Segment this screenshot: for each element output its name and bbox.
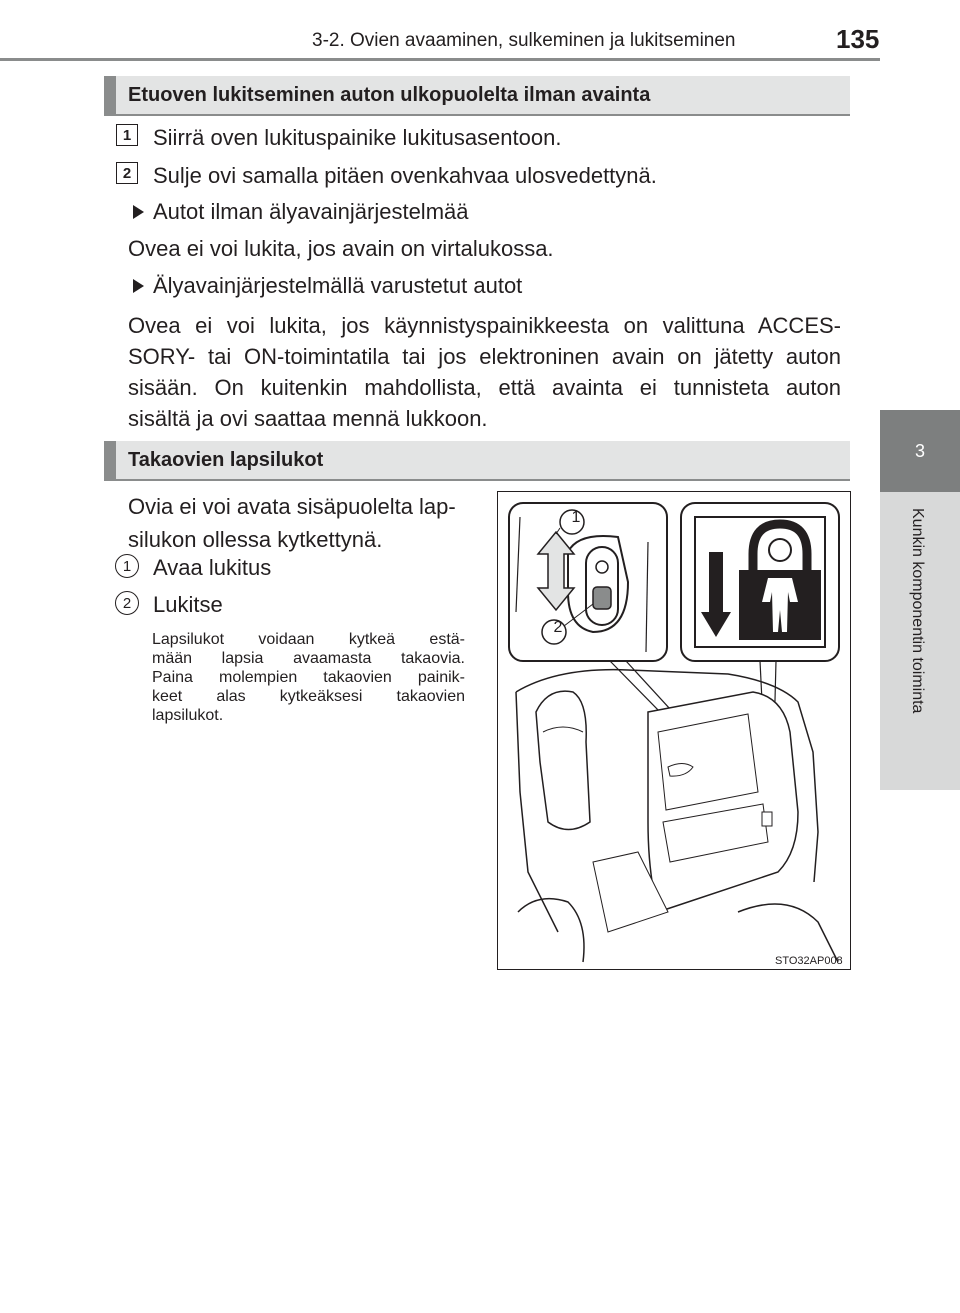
subheading: Älyavainjärjestelmällä varustetut autot	[153, 273, 523, 298]
paragraph-line: SORY- tai ON-toimintatila tai jos elektroninen avain on jätetty auton	[128, 344, 841, 369]
subheading: Autot ilman älyavainjärjestelmää	[153, 199, 469, 224]
running-header: 3-2. Ovien avaaminen, sulkeminen ja lukitseminen	[312, 30, 736, 51]
paragraph-line: silukon ollessa kytkettynä.	[128, 527, 383, 552]
door-lock-location	[762, 812, 772, 826]
note-line: keet alas kytkeäksesi takaovien	[152, 688, 465, 705]
step-number: 1	[116, 124, 138, 146]
note	[152, 630, 465, 725]
step-text: Sulje ovi samalla pitäen ovenkahvaa ulosvedettynä.	[153, 163, 657, 188]
paragraph	[128, 490, 478, 556]
bullet-triangle-icon	[133, 205, 144, 219]
wheel-arch	[738, 904, 838, 962]
section-heading-marker	[104, 441, 116, 479]
paragraph-line: Ovea ei voi lukita, jos käynnistyspainikkeesta on valittuna ACCES-	[128, 313, 841, 338]
section-heading-marker	[104, 76, 116, 114]
paragraph-line: Ovia ei voi avata sisäpuolelta lap-	[128, 494, 456, 519]
list-item: Avaa lukitus	[153, 555, 272, 580]
section-heading: Etuoven lukitseminen auton ulkopuolelta ilman avainta	[128, 84, 651, 106]
header-divider	[0, 58, 880, 61]
callout-number: 2	[115, 591, 139, 615]
callout-2-label: 2	[553, 619, 563, 636]
bullet-triangle-icon	[133, 279, 144, 293]
paragraph	[128, 310, 841, 434]
paragraph-line: sisältä ja ovi saattaa mennä lukkoon.	[128, 406, 488, 431]
paragraph: Ovea ei voi lukita, jos avain on virtalukossa.	[128, 236, 554, 261]
list-item: Lukitse	[153, 592, 223, 617]
note-line: lapsilukot.	[152, 707, 224, 724]
seat-illustration	[536, 691, 590, 829]
section-heading: Takaovien lapsilukot	[128, 449, 324, 471]
child-lock-illustration	[497, 491, 851, 970]
section-heading-bar	[104, 441, 850, 481]
callout-number: 1	[115, 554, 139, 578]
chapter-tab-label: Kunkin komponentin toiminta	[909, 508, 926, 714]
paragraph-line: sisään. On kuitenkin mahdollista, että avainta ei tunnisteta auton	[128, 375, 841, 400]
section-heading-bar	[104, 76, 850, 116]
door-illustration	[498, 492, 849, 968]
lock-lever-icon	[593, 587, 611, 609]
note-line: Lapsilukot voidaan kytkeä estä-	[152, 631, 465, 648]
note-line: mään lapsia avaamasta takaovia.	[152, 650, 465, 667]
note-line: Paina molempien takaovien painik-	[152, 669, 465, 686]
figure-code: STO32AP008	[775, 955, 843, 967]
child-head-icon	[769, 539, 791, 561]
chapter-tab: 3	[880, 410, 960, 492]
callout-1-label: 1	[571, 509, 581, 526]
page-number: 135	[836, 24, 880, 54]
step-number: 2	[116, 162, 138, 184]
step-text: Siirrä oven lukituspainike lukitusasentoon.	[153, 125, 562, 150]
